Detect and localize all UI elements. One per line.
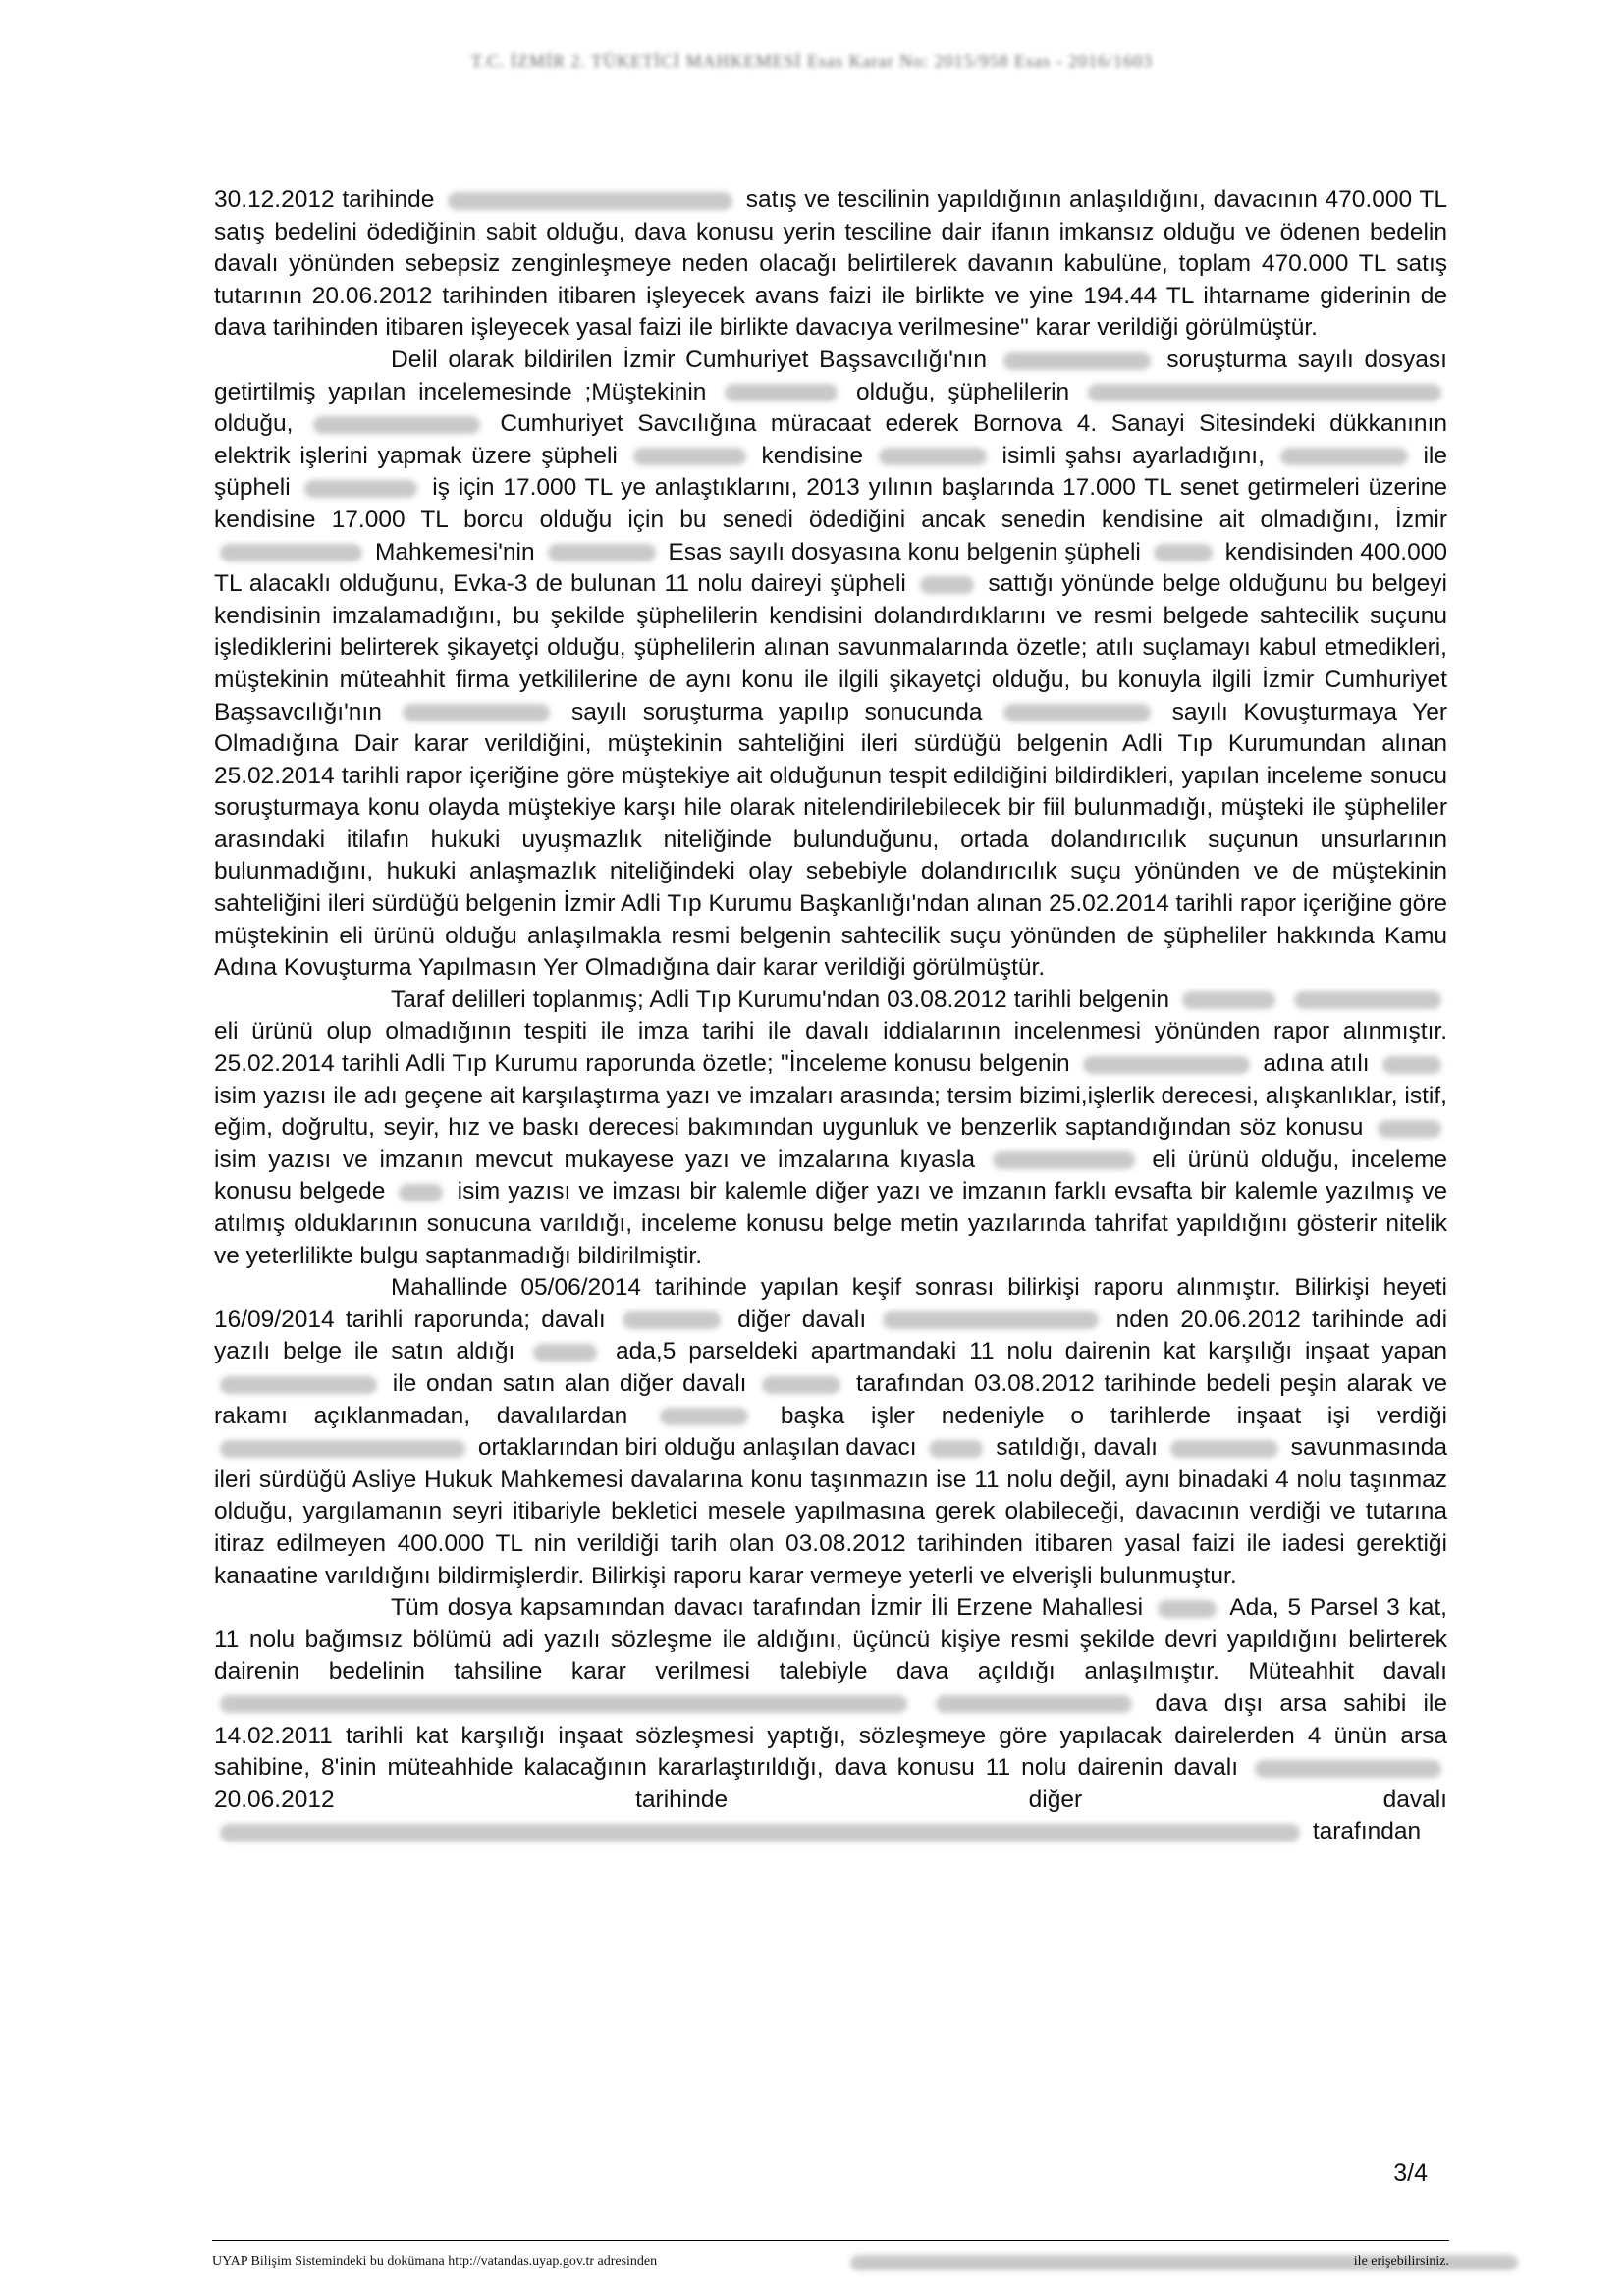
paragraph-text: nden 20.06.2012 tarihinde adi yazılı belge ile satın aldığı — [214, 1306, 1448, 1365]
redacted-text — [1003, 352, 1151, 370]
paragraph-text: Cumhuriyet Savcılığına müracaat ederek Bornova 4. Sanayi Sitesindeki dükkanının elektrik işlerini yapmak üzere şüpheli — [214, 410, 1447, 469]
redacted-text — [533, 1344, 597, 1362]
redacted-text — [220, 1440, 465, 1458]
paragraph-text: satıldığı, davalı — [996, 1434, 1158, 1462]
paragraph-text: tarafından 03.08.2012 tarihinde bedeli peşin alarak ve rakamı açıklanmadan, davalılardan — [214, 1369, 1448, 1429]
paragraph-text: Mahkemesi'nin — [374, 538, 535, 565]
paragraph-text: sayılı Kovuşturmaya Yer Olmadığına Dair karar verildiğini, müştekinin sahteliğini ileri sürdüğü belgenin Adli Tıp Kurumundan alınan 25.02.2014 tarihli rapor içeriğine göre müştekiye ait olduğunun tespit edildiğini bildirdikleri, yapılan inceleme sonucu soruşturmaya konu olayda müştekiye karşı hile olarak nitelendirilebilecek bir fiil bulunmadığı, müşteki ile şüpheliler arasındaki itilafın hukuki uyuşmazlık niteliğinde bulunduğunu, ortada dolandırıcılık suçunun unsurlarının bulunmadığını, hukuki anlaşmazlık niteliğindeki olay sebebiyle dolandırıcılık suçu yönünden ve de müştekinin sahteliğini ileri sürdüğü belgenin İzmir Adli Tıp Kurumu Başkanlığı'ndan alınan 25.02.2014 tarihli rapor içeriğine göre müştekinin eli ürünü olduğu anlaşılmakla resmi belgenin sahtecilik suçu yönünden de şüpheliler hakkında Kamu Adına Kovuşturma Yapılmasın Yer Olmadığına dair karar verildiği görülmüştür. — [214, 698, 1447, 982]
redacted-text — [660, 1408, 748, 1425]
paragraph-text: Delil olarak bildirilen İzmir Cumhuriyet Başsavcılığı'nın — [391, 346, 987, 373]
paragraph-text: sattığı yönünde belge olduğunu bu belgeyi kendisinin imzalamadığını, bu şekilde şüphelilerin kendisini dolandırdıklarını ve resmi belgede sahtecilik suçunu işlediklerini belirterek şikayetçi olduğu, şüphelilerin alınan savunmalarında özetle; atılı suçlamayı kabul etmedikleri, müştekinin müteahhit firma yetkililerine de aynı konu ile ilgili şikayetçi olduğu, bu konuyla ilgili İzmir Cumhuriyet Başsavcılığı'nın — [214, 570, 1447, 725]
paragraph-text: ile ondan satın alan diğer davalı — [392, 1369, 747, 1397]
paragraph-text: diğer davalı — [737, 1306, 867, 1333]
document-footer — [212, 2254, 1449, 2277]
paragraph-text: isim yazısı ile adı geçene ait karşılaştırma yazı ve imzaları arasında; tersim bizimi,işlerlik derecesi, alışkanlıklar, istif, eğim, doğrultu, seyir, hız ve baskı derecesi bakımından uygunluk ve benzerlik saptandığından söz konusu — [214, 1082, 1447, 1142]
paragraph-text: ile şüpheli — [214, 442, 1447, 502]
page-number: 3/4 — [1393, 2160, 1428, 2187]
redacted-text — [1170, 1440, 1278, 1458]
paragraph-text: 20.06.2012 tarihinde diğer davalı — [214, 1786, 1447, 1813]
paragraph-text: satış ve tescilinin yapıldığının anlaşıldığını, davacının 470.000 TL satış bedelini ödediğinin sabit olduğu, dava konusu yerin tesciline dair ifanın imkansız olduğu ve ödenen bedelin davalı yönünden sebepsiz zenginleşmeye neden olacağı belirtilerek davanın kabulüne, toplam 470.000 TL satış tutarının 20.06.2012 tarihinden itibaren işleyecek avans faizi ile birlikte ve yine 194.44 TL ihtarname giderinin de dava tarihinden itibaren işleyecek yasal faizi ile birlikte davacıya verilmesine" karar verildiği görülmüştür. — [214, 187, 1447, 342]
redacted-text — [1182, 991, 1275, 1009]
document-header: T.C. İZMİR 2. TÜKETİCİ MAHKEMESİ Esas Karar No: 2015/958 Esas - 2016/1603 — [470, 51, 1154, 71]
redacted-text — [762, 1376, 840, 1394]
paragraph-text: kendisine — [761, 442, 863, 469]
redacted-text — [220, 1824, 1300, 1842]
redacted-text — [1154, 544, 1213, 561]
redacted-text — [220, 1376, 377, 1394]
paragraph — [214, 985, 1447, 1272]
redacted-text — [1294, 991, 1441, 1009]
redacted-text — [399, 1184, 443, 1201]
document-body — [214, 185, 1447, 1848]
paragraph-text: soruşturma sayılı dosyası getirtilmiş yapılan incelemesinde ;Müştekinin — [214, 346, 1447, 405]
paragraph-text: isim yazısı ve imzası bir kalemle diğer yazı ve imzanın farklı evsafta bir kalemle yazılmış ve atılmış olduklarının sonucuna varıldığı, inceleme konusu belge metin yazılarında tahrifat yapıldığını gösterir nitelik ve yeterlilikte bulgu saptanmadığı bildirilmiştir. — [214, 1178, 1447, 1269]
redacted-text — [883, 1311, 1099, 1329]
paragraph-text: başka işler nedeniyle o tarihlerde inşaat işi verdiği — [780, 1402, 1448, 1429]
redacted-text — [1382, 1056, 1441, 1074]
redacted-text — [1255, 1760, 1441, 1778]
paragraph-text: eli ürünü olduğu, inceleme konusu belgede — [214, 1146, 1448, 1205]
paragraph-text: Tüm dosya kapsamından davacı tarafından İzmir İli Erzene Mahallesi — [391, 1594, 1144, 1622]
paragraph-text: kendisinden 400.000 TL alacaklı olduğunu, Evka-3 de bulunan 11 nolu daireyi şüpheli — [214, 538, 1447, 598]
paragraph — [214, 345, 1447, 985]
paragraph-text: tarafından — [1312, 1818, 1422, 1845]
paragraph-text: dava dışı arsa sahibi ile 14.02.2011 tarihli kat karşılığı inşaat sözleşmesi yaptığı, sözleşmeye göre yapılacak dairelerden 4 ünün arsa sahibine, 8'inin müteahhide kalacağının kararlaştırıldığı, dava konusu 11 nolu dairenin davalı — [214, 1689, 1447, 1782]
paragraph-text: iş için 17.000 TL ye anlaştıklarını, 2013 yılının başlarında 17.000 TL senet getirmeleri üzerine kendisine 17.000 TL borcu olduğu için bu senedi ödediğini ancak senedin kendisine ait olmadığını, İzmir — [214, 474, 1447, 533]
paragraph-text: olduğu, — [214, 410, 294, 438]
redacted-text — [313, 416, 480, 434]
paragraph — [214, 1592, 1447, 1848]
paragraph-text: Mahallinde 05/06/2014 tarihinde yapılan keşif sonrası bilirkişi raporu alınmıştır. Bilirkişi heyeti 16/09/2014 tarihli raporunda; davalı — [214, 1274, 1447, 1333]
paragraph-text: Taraf delilleri toplanmış; Adli Tıp Kurumu'ndan 03.08.2012 tarihli belgenin — [391, 986, 1169, 1013]
paragraph — [214, 1272, 1447, 1592]
paragraph-text: eli ürünü olup olmadığının tespiti ile imza tarihi ile davalı iddialarının incelenmesi yönünden rapor alınmıştır. 25.02.2014 tarihli Adli Tıp Kurumu raporunda özetle; "İnceleme konusu belgenin — [214, 1018, 1447, 1078]
redacted-text — [929, 1440, 983, 1458]
redacted-text — [623, 1311, 721, 1329]
paragraph-text: Ada, 5 Parsel 3 kat, 11 nolu bağımsız bölümü adi yazılı sözleşme ile aldığını, üçüncü kişiye resmi şekilde devri yapıldığını belirterek dairenin bedelinin tahsiline karar verilmesi talebiyle dava açıldığı anlaşılmıştır. Müteahhit davalı — [214, 1594, 1447, 1685]
redacted-text — [879, 448, 987, 465]
paragraph-text: sayılı soruşturma yapılıp sonucunda — [570, 698, 983, 725]
redacted-text — [993, 1151, 1135, 1169]
paragraph — [214, 185, 1447, 345]
redacted-text — [1003, 704, 1151, 721]
paragraph-text: adına atılı — [1263, 1050, 1370, 1078]
redacted-text — [936, 1695, 1132, 1713]
paragraph-text: savunmasında ileri sürdüğü Asliye Hukuk Mahkemesi davalarına konu taşınmazın ise 11 nolu değil, aynı binadaki 4 nolu taşınmaz olduğu, yargılamanın seyri itibariyle bekletici mesele yapılmasına gerek olabileceği, davacının verdiği ve tutarına itiraz edilmeyen 400.000 TL nin verildiği tarih olan 03.08.2012 tarihinden itibaren yasal faizi ile iadesi gerektiği kanaatine varıldığını bildirmişlerdir. Bilirkişi raporu karar vermeye yeterli ve elverişli bulunmuştur. — [214, 1434, 1447, 1589]
redacted-text — [1158, 1600, 1217, 1618]
redacted-text — [220, 544, 362, 561]
footer-text-right: ile erişebilirsiniz. — [1353, 2254, 1449, 2269]
redacted-text — [403, 704, 550, 721]
redacted-text — [548, 544, 656, 561]
paragraph-text: isim yazısı ve imzanın mevcut mukayese yazı ve imzalarına kıyasla — [214, 1146, 975, 1173]
footer-text-left: UYAP Bilişim Sistemindeki bu dokümana http://vatandas.uyap.gov.tr adresinden — [212, 2254, 658, 2269]
redacted-text — [725, 384, 838, 401]
redacted-text — [633, 448, 746, 465]
redacted-text — [1280, 448, 1408, 465]
redacted-text — [220, 1695, 907, 1713]
redacted-text — [448, 192, 732, 210]
paragraph-text: ortaklarından biri olduğu anlaşılan davacı — [477, 1434, 917, 1462]
redacted-text — [1083, 1056, 1250, 1074]
paragraph-text: 30.12.2012 tarihinde — [214, 187, 435, 213]
paragraph-text: olduğu, şüphelilerin — [856, 378, 1070, 405]
redacted-text — [1378, 1120, 1441, 1138]
paragraph-text: Esas sayılı dosyasına konu belgenin şüpheli — [668, 538, 1141, 565]
redacted-text — [1088, 384, 1441, 401]
footer-divider — [212, 2240, 1449, 2241]
paragraph-text: isimli şahsı ayarladığını, — [1001, 442, 1265, 469]
redacted-text — [920, 576, 974, 594]
paragraph-text: ada,5 parseldeki apartmandaki 11 nolu dairenin kat karşılığı inşaat yapan — [616, 1338, 1447, 1365]
redacted-text — [304, 480, 417, 498]
